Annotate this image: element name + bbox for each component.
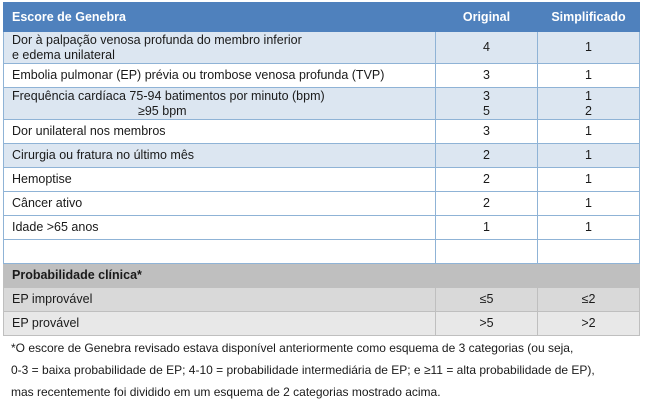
criterion-line: e edema unilateral [12,47,115,62]
simplified-score-line: 1 [585,88,592,103]
criterion-label: Hemoptise [4,168,436,192]
original-score: 2 [436,192,538,216]
column-header-simplified: Simplificado [538,3,640,32]
probability-row [4,288,640,312]
empty-cell [436,264,538,288]
criterion-label: Idade >65 anos [4,216,436,240]
table-row [4,120,640,144]
original-score-line: 3 [483,88,490,103]
original-score: 4 [436,32,538,64]
criterion-line: Dor à palpação venosa profunda do membro inferior [12,32,302,47]
footnote-line: *O escore de Genebra revisado estava disponível anteriormente como esquema de 3 categorias (ou seja, [11,341,574,355]
simplified-score: 1 [538,32,640,64]
criterion-label [4,88,436,120]
simplified-score: 1 [538,144,640,168]
empty-cell [4,240,436,264]
original-threshold: >5 [436,312,538,336]
probability-title: Probabilidade clínica* [4,264,436,288]
table-row [4,64,640,88]
original-score: 2 [436,144,538,168]
blank-spacer-row [4,240,640,264]
probability-label: EP improvável [4,288,436,312]
simplified-score: 1 [538,168,640,192]
probability-label: EP provável [4,312,436,336]
table-header-row [4,3,640,32]
footnote [3,337,639,403]
probability-section-header [4,264,640,288]
simplified-score-line: 2 [585,103,592,118]
original-score-line: 5 [483,103,490,118]
empty-cell [436,240,538,264]
original-score: 3 [436,120,538,144]
table-row [4,216,640,240]
original-score [436,88,538,120]
genebra-score-document [3,2,639,403]
criterion-label: Embolia pulmonar (EP) prévia ou trombose venosa profunda (TVP) [4,64,436,88]
simplified-score: 1 [538,216,640,240]
original-score: 2 [436,168,538,192]
footnote-line: mas recentemente foi dividido em um esquema de 2 categorias mostrado acima. [11,385,441,399]
simplified-score: 1 [538,192,640,216]
simplified-threshold: ≤2 [538,288,640,312]
criterion-label: Câncer ativo [4,192,436,216]
original-score: 3 [436,64,538,88]
simplified-score [538,88,640,120]
genebra-score-table [3,2,640,336]
table-row [4,192,640,216]
empty-cell [538,264,640,288]
table-row [4,32,640,64]
table-row [4,88,640,120]
table-row [4,144,640,168]
criterion-label [4,32,436,64]
criterion-label: Dor unilateral nos membros [4,120,436,144]
criterion-line: ≥95 bpm [138,103,187,118]
footnote-line: 0-3 = baixa probabilidade de EP; 4-10 = probabilidade intermediária de EP; e ≥11 = alta probabilidade de EP), [11,363,595,377]
table-title: Escore de Genebra [4,3,436,32]
probability-row [4,312,640,336]
criterion-line: Frequência cardíaca 75-94 batimentos por minuto (bpm) [12,88,325,103]
empty-cell [538,240,640,264]
simplified-threshold: >2 [538,312,640,336]
simplified-score: 1 [538,64,640,88]
table-row [4,168,640,192]
simplified-score: 1 [538,120,640,144]
criterion-label: Cirurgia ou fratura no último mês [4,144,436,168]
original-score: 1 [436,216,538,240]
original-threshold: ≤5 [436,288,538,312]
column-header-original: Original [436,3,538,32]
